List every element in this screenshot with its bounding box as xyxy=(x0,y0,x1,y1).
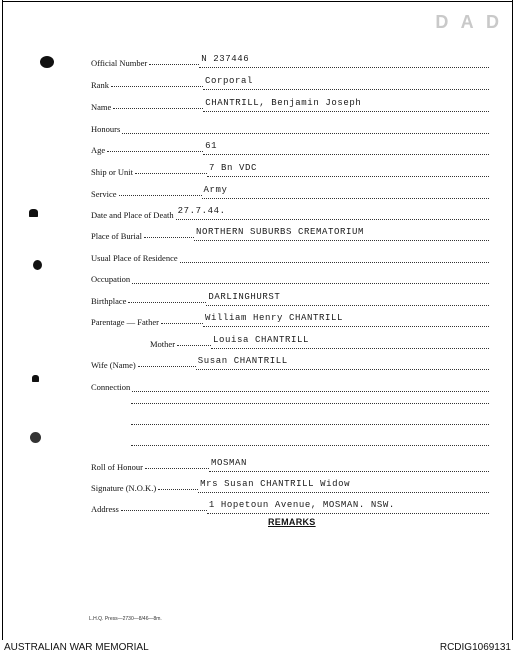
field-birthplace xyxy=(91,290,489,306)
field-ship-or-unit xyxy=(91,161,489,177)
field-label: Mother xyxy=(150,339,176,349)
field-roll-of-honour xyxy=(91,456,489,472)
footer-archive-name: AUSTRALIAN WAR MEMORIAL xyxy=(4,641,149,653)
field-value: 27.7.44. xyxy=(176,205,489,220)
punch-hole-icon xyxy=(33,260,42,270)
field-value: 61 xyxy=(203,140,489,155)
field-value: Corporal xyxy=(203,75,489,90)
field-value: 1 Hopetoun Avenue, MOSMAN. NSW. xyxy=(207,499,489,514)
field-value: NORTHERN SUBURBS CREMATORIUM xyxy=(194,226,489,241)
field-occupation xyxy=(91,268,489,284)
field-age xyxy=(91,139,489,155)
field-signature-nok xyxy=(91,477,489,493)
field-official-number xyxy=(91,52,489,68)
connection-line xyxy=(131,444,489,446)
field-label: Honours xyxy=(91,124,121,134)
field-value: N 237446 xyxy=(199,53,489,68)
field-value: MOSMAN xyxy=(209,457,489,472)
field-label: Service xyxy=(91,189,117,199)
field-value: Louisa CHANTRILL xyxy=(211,334,489,349)
field-value: CHANTRILL, Benjamin Joseph xyxy=(203,97,489,112)
field-honours xyxy=(91,118,489,134)
field-usual-place-residence xyxy=(91,247,489,263)
field-wife xyxy=(91,354,489,370)
connection-line xyxy=(131,402,489,404)
field-date-place-death xyxy=(91,204,489,220)
field-address xyxy=(91,498,489,514)
punch-hole-icon xyxy=(30,432,41,443)
field-label: Date and Place of Death xyxy=(91,210,174,220)
field-label: Signature (N.O.K.) xyxy=(91,483,157,493)
field-label: Rank xyxy=(91,80,109,90)
field-label: Birthplace xyxy=(91,296,127,306)
field-label: Address xyxy=(91,504,119,514)
field-label: Ship or Unit xyxy=(91,167,134,177)
page-border-left xyxy=(2,0,3,640)
field-label: Wife (Name) xyxy=(91,360,136,370)
field-label: Connection xyxy=(91,382,131,392)
remarks-heading: REMARKS xyxy=(268,517,316,527)
faded-stamp: D A D xyxy=(435,12,503,32)
page-border-right xyxy=(512,0,513,640)
field-value xyxy=(122,119,489,134)
field-name xyxy=(91,96,489,112)
field-value: Susan CHANTRILL xyxy=(196,355,489,370)
binder-mark-icon xyxy=(32,375,39,382)
field-label: Official Number xyxy=(91,58,148,68)
field-value: Mrs Susan CHANTRILL Widow xyxy=(198,478,489,493)
connection-line xyxy=(131,423,489,425)
binder-mark-icon xyxy=(29,209,38,217)
field-label: Occupation xyxy=(91,274,131,284)
field-parentage-mother xyxy=(150,333,489,349)
footer-record-id: RCDIG1069131 xyxy=(439,641,511,653)
form-reference: L.H.Q. Press—2730—8/46—8m. xyxy=(89,616,162,622)
page-border-top xyxy=(2,1,513,2)
field-value: 7 Bn VDC xyxy=(207,162,489,177)
field-connection xyxy=(91,376,489,392)
field-parentage-father xyxy=(91,311,489,327)
field-value xyxy=(132,269,489,284)
field-value xyxy=(180,248,489,263)
field-value: Army xyxy=(202,184,490,199)
field-label: Name xyxy=(91,102,112,112)
field-label: Parentage — Father xyxy=(91,317,159,327)
field-label: Age xyxy=(91,145,106,155)
archive-footer xyxy=(0,640,515,654)
field-rank xyxy=(91,74,489,90)
field-value xyxy=(132,377,489,392)
field-service xyxy=(91,183,489,199)
punch-hole-icon xyxy=(40,56,54,68)
field-place-of-burial xyxy=(91,225,489,241)
field-value: DARLINGHURST xyxy=(206,291,489,306)
field-value: William Henry CHANTRILL xyxy=(203,312,489,327)
field-label: Place of Burial xyxy=(91,231,142,241)
field-label: Roll of Honour xyxy=(91,462,143,472)
field-label: Usual Place of Residence xyxy=(91,253,178,263)
